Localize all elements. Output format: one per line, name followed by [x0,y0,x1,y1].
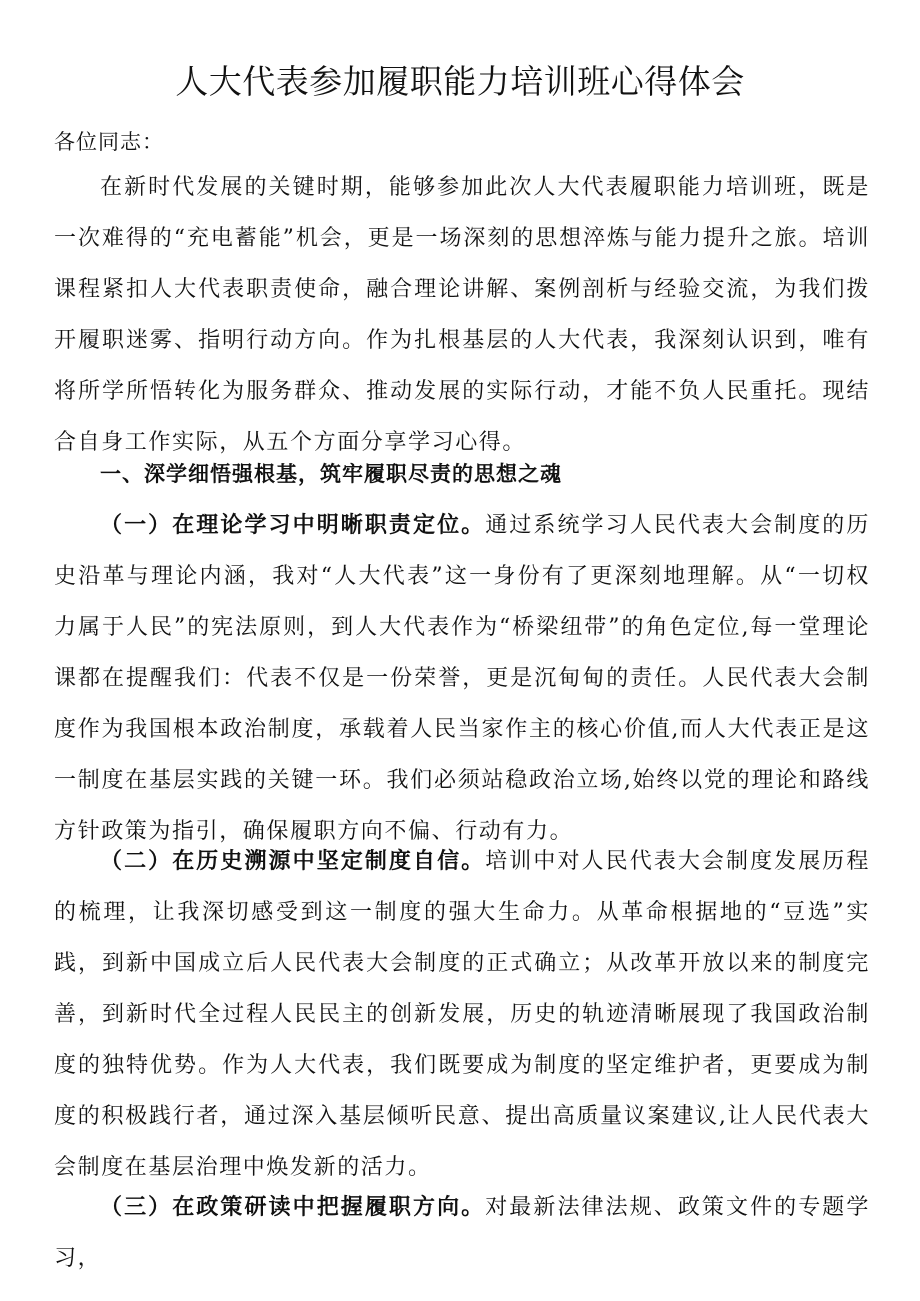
salutation: 各位同志： [54,130,164,154]
point-3-body: 对最新法律法规、政策文件的专题学习， [54,1195,870,1271]
point-3-lead: （三）在政策研读中把握履职方向。 [100,1194,486,1220]
intro-paragraph: 在新时代发展的关键时期，能够参加此次人大代表履职能力培训班，既是一次难得的“充电蓄能”机会，更是一场深刻的思想淬炼与能力提升之旅。培训课程紧扣人大代表职责使命，融合理论讲解、案例剖析与经验交流，为我们拨开履职迷雾、指明行动方向。作为扎根基层的人大代表，我深刻认识到，唯有将所学所悟转化为服务群众、推动发展的实际行动，才能不负人民重托。现结合自身工作实际，从五个方面分享学习心得。 [54,175,870,455]
point-2-paragraph [54,836,870,1193]
point-1-paragraph [54,500,870,857]
point-1-body: 通过系统学习人民代表大会制度的历史沿革与理论内涵，我对“人大代表”这一身份有了更深刻地理解。从“一切权力属于人民”的宪法原则，到人大代表作为“桥梁纽带”的角色定位,每一堂理论课都在提醒我们：代表不仅是一份荣誉，更是沉甸甸的责任。人民代表大会制度作为我国根本政治制度，承载着人民当家作主的核心价值,而人大代表正是这一制度在基层实践的关键一环。我们必须站稳政治立场,始终以党的理论和路线方针政策为指引，确保履职方向不偏、行动有力。 [54,513,870,844]
section-heading-1: 一、深学细悟强根基，筑牢履职尽责的思想之魂 [100,461,562,486]
document-title: 人大代表参加履职能力培训班心得体会 [175,62,745,101]
point-2-lead: （二）在历史溯源中坚定制度自信。 [100,848,486,874]
point-3-paragraph [54,1182,870,1284]
point-1-lead: （一）在理论学习中明晰职责定位。 [100,512,486,538]
point-2-body: 培训中对人民代表大会制度发展历程的梳理，让我深切感受到这一制度的强大生命力。从革命根据地的“豆选”实践，到新中国成立后人民代表大会制度的正式确立；从改革开放以来的制度完善，到新时代全过程人民民主的创新发展，历史的轨迹清晰展现了我国政治制度的独特优势。作为人大代表，我们既要成为制度的坚定维护者，更要成为制度的积极践行者，通过深入基层倾听民意、提出高质量议案建议,让人民代表大会制度在基层治理中焕发新的活力。 [54,849,870,1180]
